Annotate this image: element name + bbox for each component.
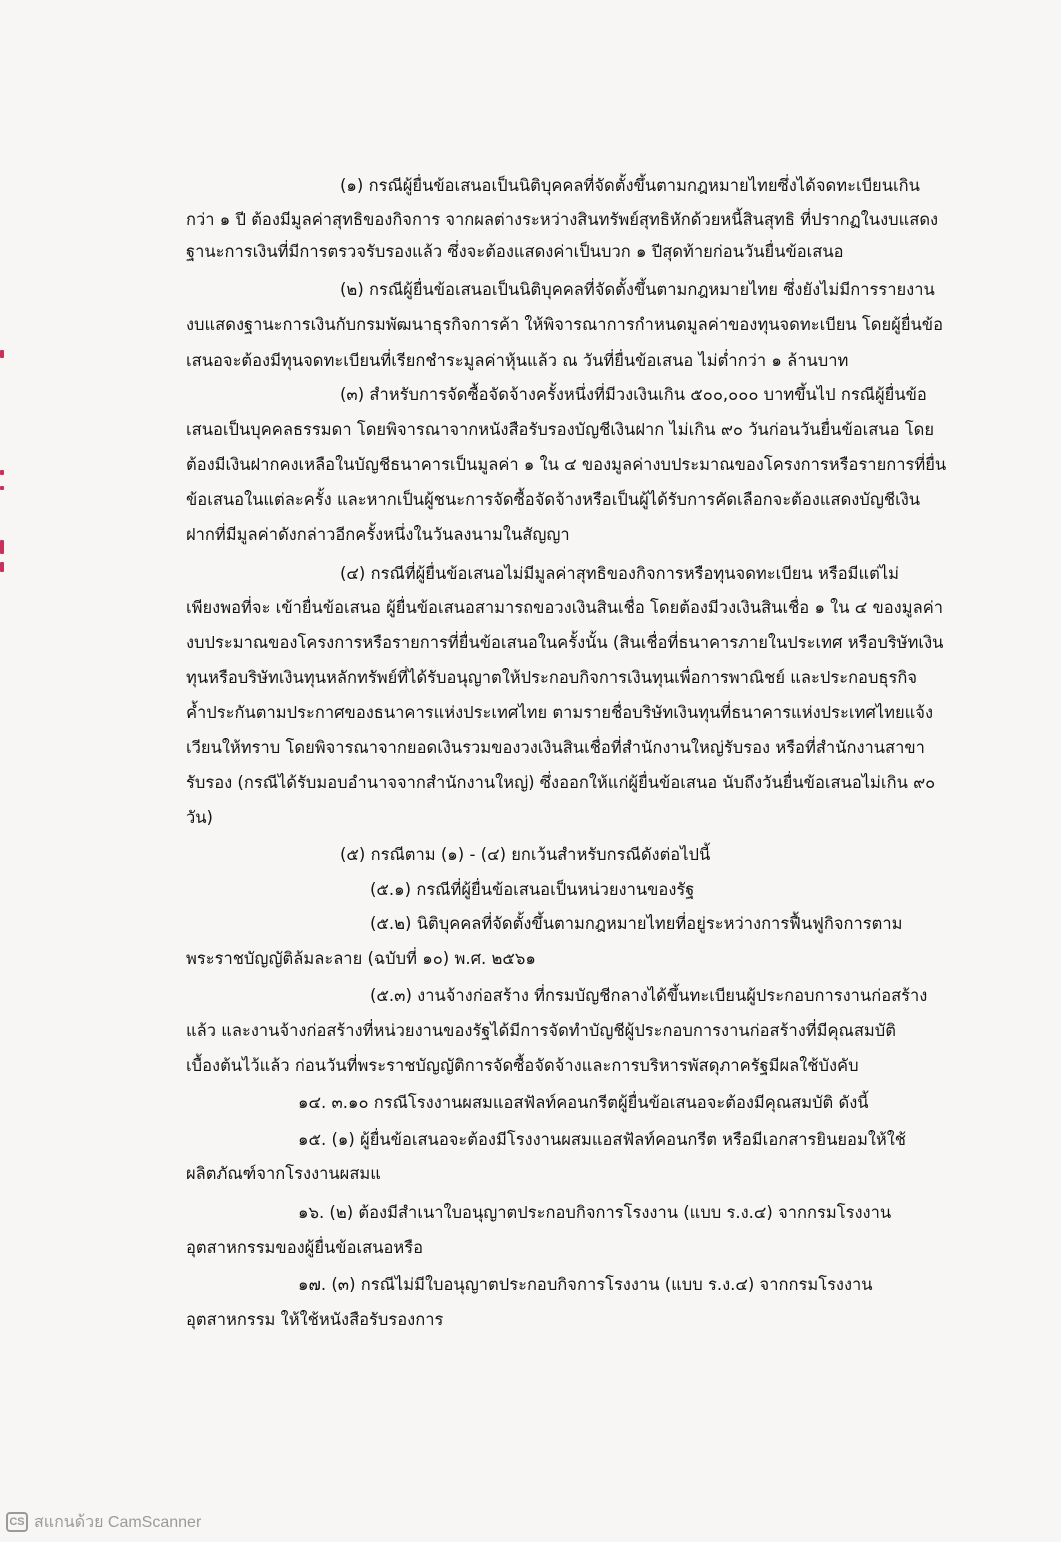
text-line: ทุนหรือบริษัทเงินทุนหลักทรัพย์ที่ได้รับอนุญาตให้ประกอบกิจการเงินทุนเพื่อการพาณิชย์ และประกอบธุรกิจ xyxy=(186,668,918,687)
text-line: อุตสาหกรรม ให้ใช้หนังสือรับรองการ xyxy=(186,1310,444,1329)
text-line: ๑๖. (๒) ต้องมีสำเนาใบอนุญาตประกอบกิจการโรงงาน (แบบ ร.ง.๔) จากกรมโรงงาน xyxy=(298,1203,892,1222)
text-line: ข้อเสนอในแต่ละครั้ง และหากเป็นผู้ชนะการจัดซื้อจัดจ้างหรือเป็นผู้ได้รับการคัดเลือกจะต้องแสดงบัญชีเงิน xyxy=(186,490,921,509)
text-line: พระราชบัญญัติล้มละลาย (ฉบับที่ ๑๐) พ.ศ. ๒๕๖๑ xyxy=(186,949,536,968)
text-line: งบประมาณของโครงการหรือรายการที่ยื่นข้อเสนอในครั้งนั้น (สินเชื่อที่ธนาคารภายในประเทศ หรือบริษัทเงิน xyxy=(186,633,944,652)
text-line: เสนอเป็นบุคคลธรรมดา โดยพิจารณาจากหนังสือรับรองบัญชีเงินฝาก ไม่เกิน ๙๐ วันก่อนวันยื่นข้อเสนอ โดย xyxy=(186,420,935,439)
text-line: ค้ำประกันตามประกาศของธนาคารแห่งประเทศไทย ตามรายชื่อบริษัทเงินทุนที่ธนาคารแห่งประเทศไทยแจ้ง xyxy=(186,703,934,722)
text-line: (๒) กรณีผู้ยื่นข้อเสนอเป็นนิติบุคคลที่จัดตั้งขึ้นตามกฎหมายไทย ซึ่งยังไม่มีการรายงาน xyxy=(340,280,935,299)
watermark-text: สแกนด้วย CamScanner xyxy=(34,1513,202,1531)
text-line: (๔) กรณีที่ผู้ยื่นข้อเสนอไม่มีมูลค่าสุทธิของกิจการหรือทุนจดทะเบียน หรือมีแต่ไม่ xyxy=(340,564,900,583)
text-line: เพียงพอที่จะ เข้ายื่นข้อเสนอ ผู้ยื่นข้อเสนอสามารถขอวงเงินสินเชื่อ โดยต้องมีวงเงินสินเชื่อ ๑ ใน ๔ ของมูลค่า xyxy=(186,598,944,617)
text-line: ผลิตภัณฑ์จากโรงงานผสมแ xyxy=(186,1164,381,1183)
text-line: ฐานะการเงินที่มีการตรวจรับรองแล้ว ซึ่งจะต้องแสดงค่าเป็นบวก ๑ ปีสุดท้ายก่อนวันยื่นข้อเสนอ xyxy=(186,242,844,261)
camscanner-watermark xyxy=(6,1510,201,1534)
text-line: เบื้องต้นไว้แล้ว ก่อนวันที่พระราชบัญญัติการจัดซื้อจัดจ้างและการบริหารพัสดุภาครัฐมีผลใช้บังคับ xyxy=(186,1056,859,1075)
text-line: (๕.๓) งานจ้างก่อสร้าง ที่กรมบัญชีกลางได้ขึ้นทะเบียนผู้ประกอบการงานก่อสร้าง xyxy=(370,986,928,1005)
text-line: งบแสดงฐานะการเงินกับกรมพัฒนาธุรกิจการค้า ให้พิจารณาการกำหนดมูลค่าของทุนจดทะเบียน โดยผู้ยื่นข้อ xyxy=(186,315,943,334)
text-line: เสนอจะต้องมีทุนจดทะเบียนที่เรียกชำระมูลค่าหุ้นแล้ว ณ วันที่ยื่นข้อเสนอ ไม่ต่ำกว่า ๑ ล้านบาท xyxy=(186,351,849,370)
text-line: (๕.๑) กรณีที่ผู้ยื่นข้อเสนอเป็นหน่วยงานของรัฐ xyxy=(370,880,695,899)
text-line: ฝากที่มีมูลค่าดังกล่าวอีกครั้งหนึ่งในวันลงนามในสัญญา xyxy=(186,525,570,544)
text-line: (๓) สำหรับการจัดซื้อจัดจ้างครั้งหนึ่งที่มีวงเงินเกิน ๕๐๐,๐๐๐ บาทขึ้นไป กรณีผู้ยื่นข้อ xyxy=(340,385,927,404)
text-line: (๕.๒) นิติบุคคลที่จัดตั้งขึ้นตามกฎหมายไทยที่อยู่ระหว่างการฟื้นฟูกิจการตาม xyxy=(370,914,903,933)
text-line: ต้องมีเงินฝากคงเหลือในบัญชีธนาคารเป็นมูลค่า ๑ ใน ๔ ของมูลค่างบประมาณของโครงการหรือรายการที่ยื่น xyxy=(186,455,947,474)
text-line: วัน) xyxy=(186,808,213,827)
text-line: รับรอง (กรณีได้รับมอบอำนาจจากสำนักงานใหญ่) ซึ่งออกให้แก่ผู้ยื่นข้อเสนอ นับถึงวันยื่นข้อเสนอไม่เกิน ๙๐ xyxy=(186,773,936,792)
text-line: (๕) กรณีตาม (๑) - (๔) ยกเว้นสำหรับกรณีดังต่อไปนี้ xyxy=(340,845,711,864)
text-line: อุตสาหกรรมของผู้ยื่นข้อเสนอหรือ xyxy=(186,1238,424,1257)
text-line: (๑) กรณีผู้ยื่นข้อเสนอเป็นนิติบุคคลที่จัดตั้งขึ้นตามกฎหมายไทยซึ่งได้จดทะเบียนเกิน xyxy=(340,176,920,195)
text-line: ๑๗. (๓) กรณีไม่มีใบอนุญาตประกอบกิจการโรงงาน (แบบ ร.ง.๔) จากกรมโรงงาน xyxy=(298,1275,873,1294)
camscanner-logo-icon: CS xyxy=(6,1512,28,1532)
text-line: เวียนให้ทราบ โดยพิจารณาจากยอดเงินรวมของวงเงินสินเชื่อที่สำนักงานใหญ่รับรอง หรือที่สำนักงานสาขา xyxy=(186,738,925,757)
text-line: ๑๔. ๓.๑๐ กรณีโรงงานผสมแอสฟัลท์คอนกรีตผู้ยื่นข้อเสนอจะต้องมีคุณสมบัติ ดังนี้ xyxy=(298,1093,869,1112)
text-line: กว่า ๑ ปี ต้องมีมูลค่าสุทธิของกิจการ จากผลต่างระหว่างสินทรัพย์สุทธิหักด้วยหนี้สินสุทธิ ที่ปรากฏในงบแสดง xyxy=(186,210,939,229)
text-line: ๑๕. (๑) ผู้ยื่นข้อเสนอจะต้องมีโรงงานผสมแอสฟัลท์คอนกรีต หรือมีเอกสารยินยอมให้ใช้ xyxy=(298,1130,907,1149)
text-line: แล้ว และงานจ้างก่อสร้างที่หน่วยงานของรัฐได้มีการจัดทำบัญชีผู้ประกอบการงานก่อสร้างที่มีคุณสมบัติ xyxy=(186,1021,896,1040)
